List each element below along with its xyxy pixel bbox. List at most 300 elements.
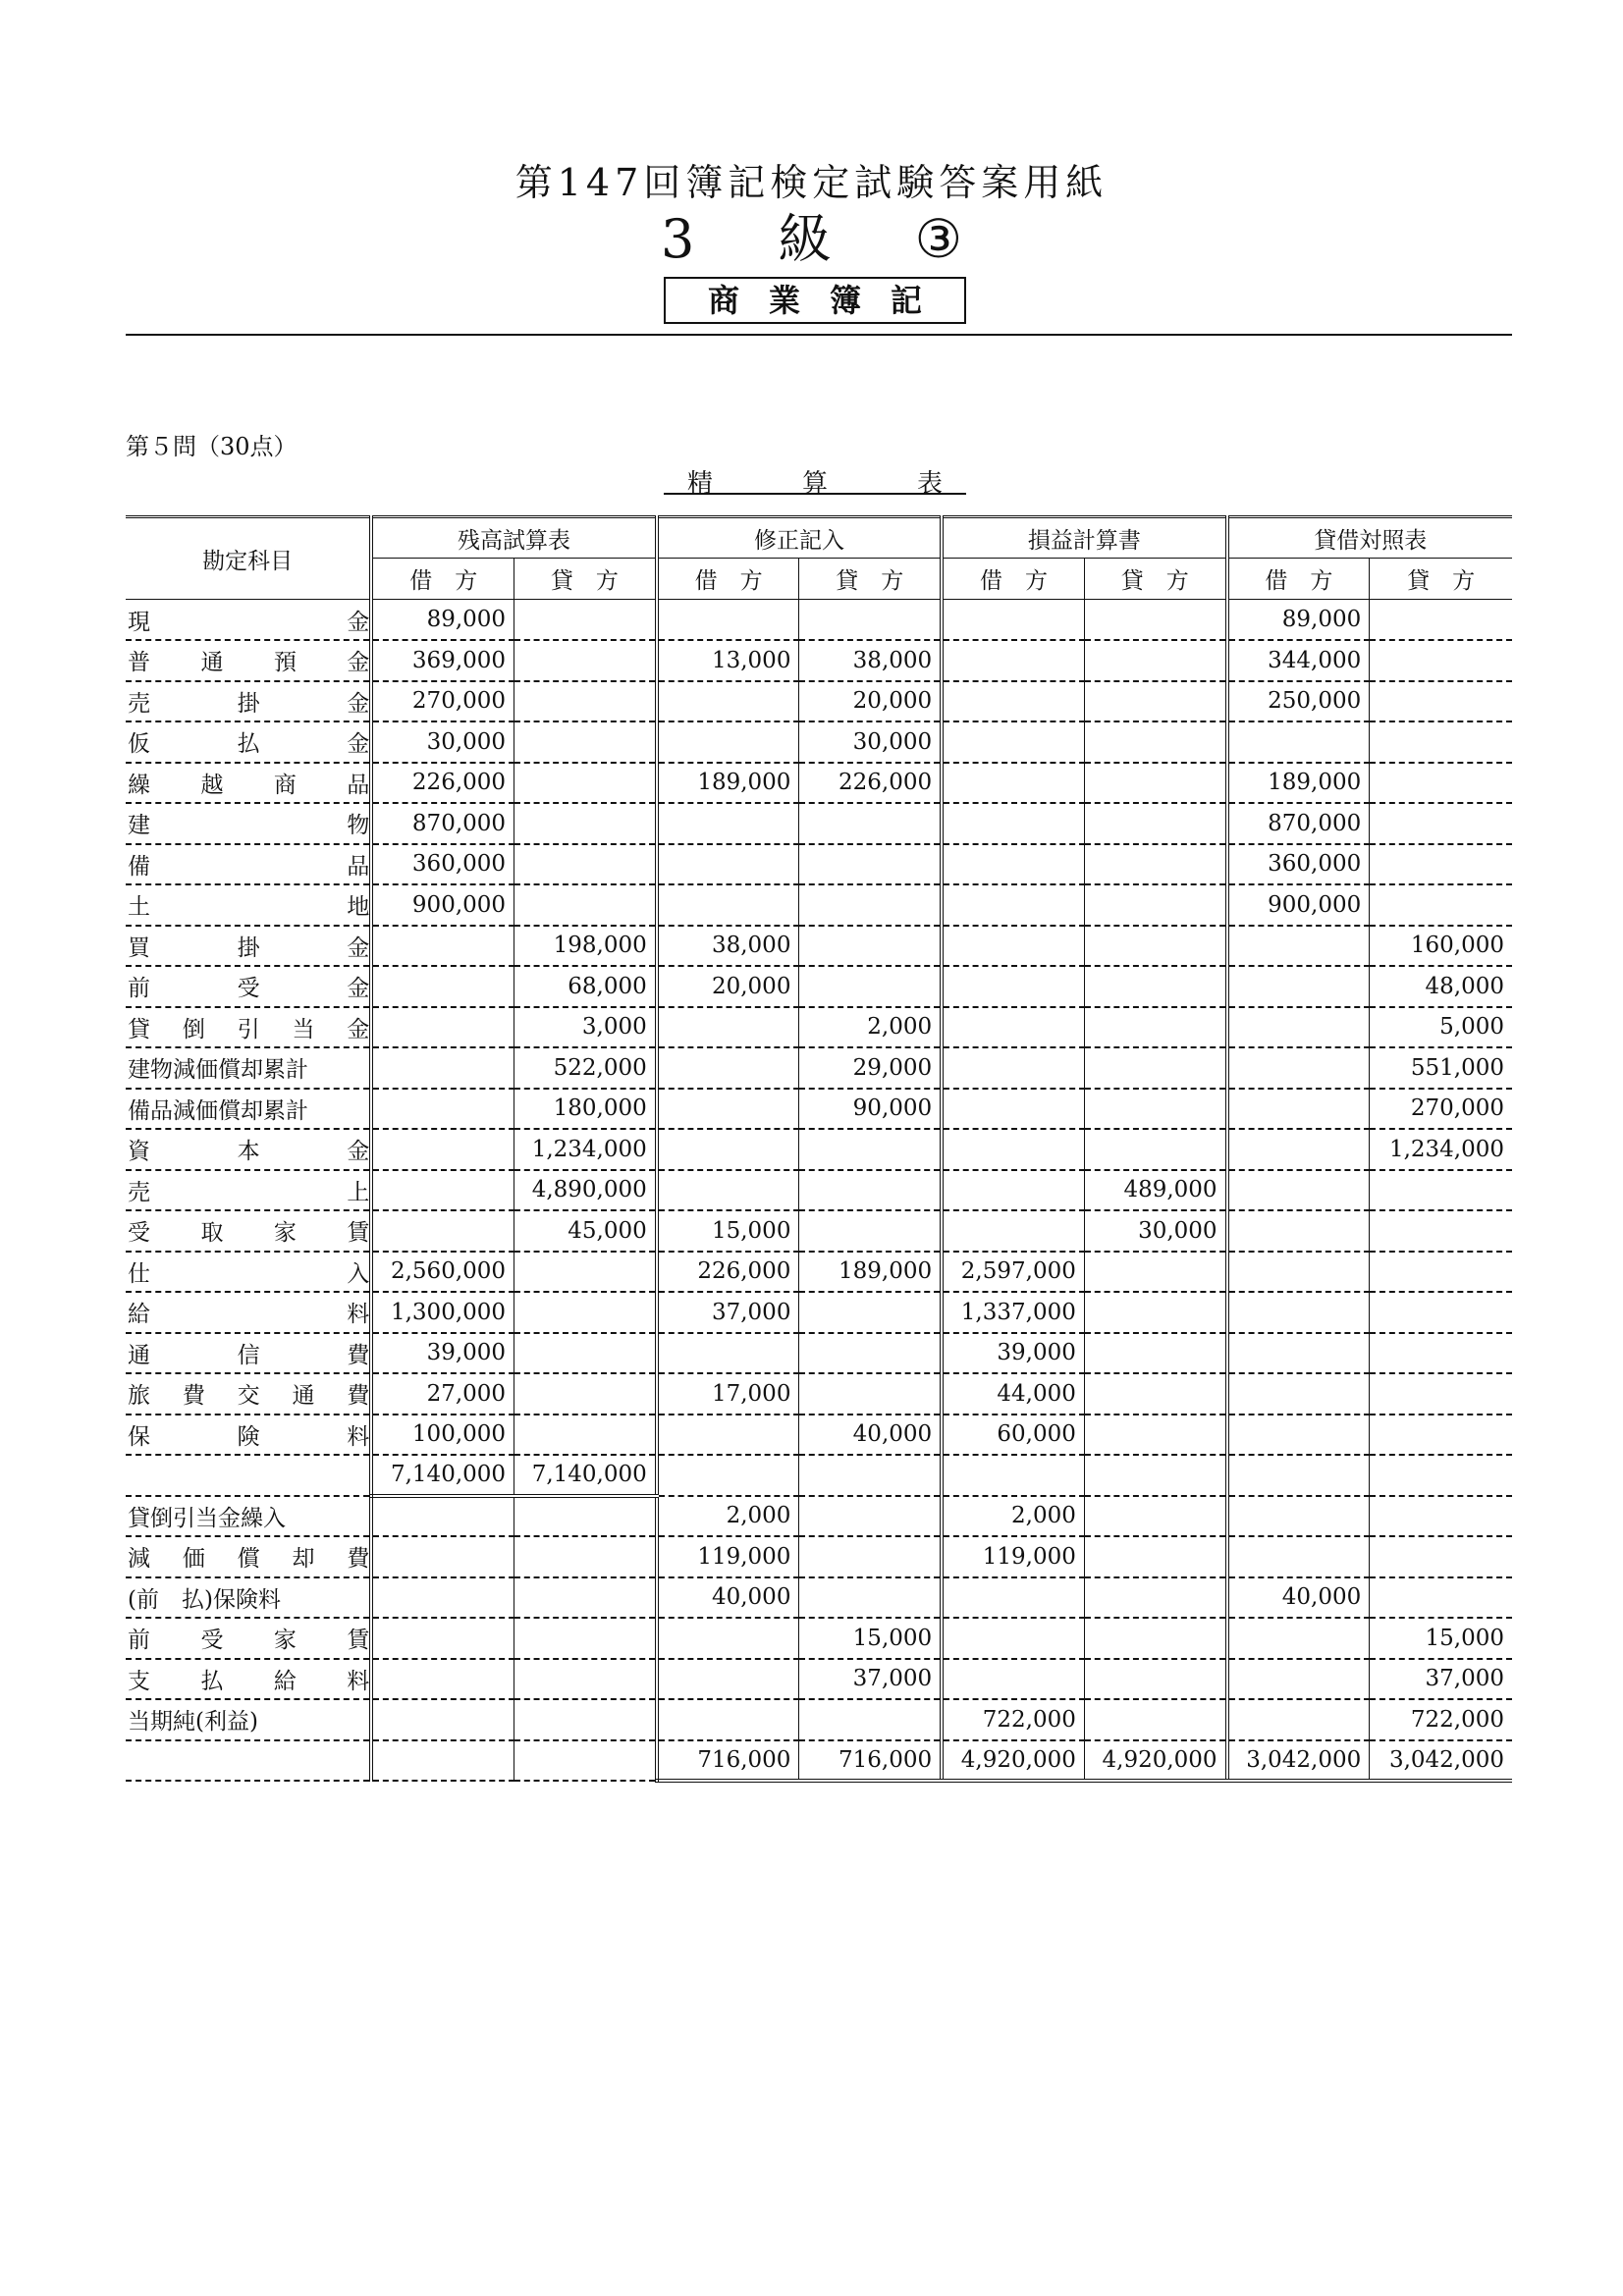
amount-cell: 360,000: [1227, 844, 1370, 885]
amount-cell: 89,000: [1227, 600, 1370, 641]
amount-cell: [942, 803, 1084, 844]
amount-cell: [1370, 1415, 1512, 1456]
amount-cell: [1227, 1699, 1370, 1740]
amount-cell: [799, 1129, 942, 1170]
amount-cell: [371, 1210, 514, 1252]
debit-header: 借 方: [1227, 559, 1370, 600]
amount-cell: 1,234,000: [514, 1129, 657, 1170]
amount-cell: [1370, 721, 1512, 763]
amount-cell: [1084, 1047, 1226, 1089]
amount-cell: 250,000: [1227, 681, 1370, 722]
amount-cell: [1084, 1129, 1226, 1170]
amount-cell: 13,000: [657, 640, 799, 681]
amount-cell: 39,000: [942, 1333, 1084, 1374]
amount-cell: [371, 1089, 514, 1130]
amount-cell: [371, 1007, 514, 1048]
amount-cell: [514, 640, 657, 681]
amount-cell: [799, 1577, 942, 1619]
amount-cell: 30,000: [799, 721, 942, 763]
account-name: 資 本 金: [126, 1129, 371, 1170]
amount-cell: 716,000: [657, 1740, 799, 1782]
amount-cell: 344,000: [1227, 640, 1370, 681]
amount-cell: [657, 803, 799, 844]
amount-cell: [1084, 1333, 1226, 1374]
amount-cell: [371, 1618, 514, 1659]
amount-cell: [942, 1577, 1084, 1619]
amount-cell: 7,140,000: [371, 1455, 514, 1496]
amount-cell: 2,560,000: [371, 1252, 514, 1293]
amount-cell: [799, 1699, 942, 1740]
amount-cell: [799, 926, 942, 967]
group-header-adjustments: 修正記入: [657, 517, 942, 559]
worksheet-row: [126, 966, 1512, 1007]
amount-cell: [514, 1740, 657, 1782]
amount-cell: [1370, 1496, 1512, 1537]
amount-cell: [657, 1333, 799, 1374]
amount-cell: [514, 1577, 657, 1619]
amount-cell: 90,000: [799, 1089, 942, 1130]
amount-cell: 2,000: [942, 1496, 1084, 1537]
amount-cell: [1227, 1455, 1370, 1496]
amount-cell: 38,000: [799, 640, 942, 681]
amount-cell: 68,000: [514, 966, 657, 1007]
account-name: [126, 1740, 371, 1782]
account-name: 仮 払 金: [126, 721, 371, 763]
worksheet-row: [126, 1170, 1512, 1211]
amount-cell: [514, 1699, 657, 1740]
amount-cell: [942, 1170, 1084, 1211]
worksheet-row: [126, 1373, 1512, 1415]
amount-cell: [1227, 1292, 1370, 1333]
exam-title: 第147回簿記検定試験答案用紙: [514, 161, 1109, 204]
amount-cell: 1,337,000: [942, 1292, 1084, 1333]
amount-cell: 17,000: [657, 1373, 799, 1415]
amount-cell: [1084, 640, 1226, 681]
amount-cell: [1084, 1455, 1226, 1496]
amount-cell: [1084, 1292, 1226, 1333]
amount-cell: [1227, 1210, 1370, 1252]
question-label: 第５問（30点）: [126, 433, 298, 460]
amount-cell: 716,000: [799, 1740, 942, 1782]
account-name: 旅 費 交 通 費: [126, 1373, 371, 1415]
amount-cell: [799, 884, 942, 926]
amount-cell: [514, 1659, 657, 1700]
amount-cell: [1084, 966, 1226, 1007]
amount-cell: 37,000: [657, 1292, 799, 1333]
amount-cell: [942, 1455, 1084, 1496]
amount-cell: 522,000: [514, 1047, 657, 1089]
worksheet-row: [126, 681, 1512, 722]
worksheet-row: [126, 1047, 1512, 1089]
account-name: 受 取 家 賃: [126, 1210, 371, 1252]
amount-cell: [942, 1007, 1084, 1048]
amount-cell: [799, 1496, 942, 1537]
worksheet-row: [126, 763, 1512, 804]
amount-cell: 30,000: [1084, 1210, 1226, 1252]
amount-cell: [514, 1415, 657, 1456]
account-name: 売 上: [126, 1170, 371, 1211]
amount-cell: [657, 1415, 799, 1456]
account-name: 備 品: [126, 844, 371, 885]
amount-cell: 4,920,000: [942, 1740, 1084, 1782]
amount-cell: 7,140,000: [514, 1455, 657, 1496]
account-name: 仕 入: [126, 1252, 371, 1293]
amount-cell: [1084, 1373, 1226, 1415]
amount-cell: 30,000: [371, 721, 514, 763]
amount-cell: [942, 600, 1084, 641]
account-name: 減 価 償 却 費: [126, 1536, 371, 1577]
amount-cell: 60,000: [942, 1415, 1084, 1456]
account-header: 勘定科目: [126, 517, 371, 600]
worksheet-table: [126, 515, 1512, 1783]
account-name: 売 掛 金: [126, 681, 371, 722]
amount-cell: [1227, 966, 1370, 1007]
amount-cell: [1370, 640, 1512, 681]
amount-cell: 40,000: [1227, 1577, 1370, 1619]
amount-cell: 15,000: [799, 1618, 942, 1659]
account-name: 通 信 費: [126, 1333, 371, 1374]
worksheet-row: [126, 1129, 1512, 1170]
account-name: 前 受 家 賃: [126, 1618, 371, 1659]
amount-cell: 15,000: [657, 1210, 799, 1252]
amount-cell: [657, 884, 799, 926]
amount-cell: [942, 640, 1084, 681]
account-name: 買 掛 金: [126, 926, 371, 967]
amount-cell: [942, 844, 1084, 885]
amount-cell: [514, 1496, 657, 1537]
amount-cell: 369,000: [371, 640, 514, 681]
worksheet-row: [126, 844, 1512, 885]
amount-cell: [657, 1007, 799, 1048]
amount-cell: [1084, 1577, 1226, 1619]
group-header-income-statement: 損益計算書: [942, 517, 1226, 559]
amount-cell: [942, 926, 1084, 967]
amount-cell: [657, 600, 799, 641]
trial-balance-total-row: [126, 1455, 1512, 1496]
amount-cell: [942, 966, 1084, 1007]
worksheet-title-char: 精: [687, 469, 714, 499]
worksheet-row: [126, 1415, 1512, 1456]
amount-cell: [371, 1659, 514, 1700]
amount-cell: 3,042,000: [1227, 1740, 1370, 1782]
amount-cell: [942, 884, 1084, 926]
amount-cell: [1084, 1496, 1226, 1537]
amount-cell: [371, 1129, 514, 1170]
amount-cell: [1084, 803, 1226, 844]
account-name: 保 険 料: [126, 1415, 371, 1456]
amount-cell: 4,920,000: [1084, 1740, 1226, 1782]
account-name: 給 料: [126, 1292, 371, 1333]
amount-cell: [657, 721, 799, 763]
amount-cell: [1084, 884, 1226, 926]
account-name: 支 払 給 料: [126, 1659, 371, 1700]
debit-header: 借 方: [657, 559, 799, 600]
amount-cell: [1084, 1089, 1226, 1130]
amount-cell: [1370, 1536, 1512, 1577]
amount-cell: [942, 763, 1084, 804]
amount-cell: 198,000: [514, 926, 657, 967]
amount-cell: [799, 1170, 942, 1211]
amount-cell: [1227, 1047, 1370, 1089]
amount-cell: [1227, 1170, 1370, 1211]
account-name: 貸倒引当金繰入: [126, 1496, 371, 1537]
amount-cell: [1084, 600, 1226, 641]
amount-cell: [657, 681, 799, 722]
account-name: 当期純(利益): [126, 1699, 371, 1740]
worksheet-row: [126, 1252, 1512, 1293]
account-name: 土 地: [126, 884, 371, 926]
worksheet-row: [126, 600, 1512, 641]
amount-cell: [1370, 1170, 1512, 1211]
credit-header: 貸 方: [799, 559, 942, 600]
amount-cell: [1370, 1373, 1512, 1415]
amount-cell: 20,000: [657, 966, 799, 1007]
amount-cell: 270,000: [1370, 1089, 1512, 1130]
amount-cell: [371, 1740, 514, 1782]
account-name: 建 物: [126, 803, 371, 844]
amount-cell: [942, 1618, 1084, 1659]
worksheet-title: [664, 463, 966, 499]
group-header-trial-balance: 残高試算表: [371, 517, 656, 559]
amount-cell: 189,000: [657, 763, 799, 804]
amount-cell: [514, 803, 657, 844]
amount-cell: 189,000: [1227, 763, 1370, 804]
amount-cell: 40,000: [657, 1577, 799, 1619]
amount-cell: [1084, 1415, 1226, 1456]
amount-cell: 119,000: [942, 1536, 1084, 1577]
amount-cell: [657, 1089, 799, 1130]
amount-cell: [799, 1536, 942, 1577]
amount-cell: [371, 926, 514, 967]
worksheet-row: [126, 803, 1512, 844]
worksheet-row: [126, 1659, 1512, 1700]
worksheet-row: [126, 1618, 1512, 1659]
amount-cell: [1084, 1699, 1226, 1740]
amount-cell: [1084, 926, 1226, 967]
amount-cell: [1370, 1292, 1512, 1333]
amount-cell: [799, 966, 942, 1007]
worksheet-row: [126, 1496, 1512, 1537]
amount-cell: 180,000: [514, 1089, 657, 1130]
amount-cell: [942, 721, 1084, 763]
worksheet-row: [126, 1536, 1512, 1577]
amount-cell: 38,000: [657, 926, 799, 967]
amount-cell: [657, 1455, 799, 1496]
header-rule: [126, 334, 1512, 336]
account-name: 普 通 預 金: [126, 640, 371, 681]
group-header-balance-sheet: 貸借対照表: [1227, 517, 1512, 559]
amount-cell: [1370, 1252, 1512, 1293]
amount-cell: [514, 1292, 657, 1333]
amount-cell: 2,000: [799, 1007, 942, 1048]
amount-cell: 226,000: [371, 763, 514, 804]
worksheet-row: [126, 1089, 1512, 1130]
amount-cell: [1227, 721, 1370, 763]
amount-cell: 189,000: [799, 1252, 942, 1293]
amount-cell: 4,890,000: [514, 1170, 657, 1211]
worksheet-row: [126, 1699, 1512, 1740]
account-name: 備品減価償却累計: [126, 1089, 371, 1130]
worksheet-row: [126, 640, 1512, 681]
amount-cell: [942, 1089, 1084, 1130]
worksheet-row: [126, 1333, 1512, 1374]
worksheet-row: [126, 1292, 1512, 1333]
amount-cell: 29,000: [799, 1047, 942, 1089]
amount-cell: [799, 844, 942, 885]
amount-cell: [1370, 1577, 1512, 1619]
credit-header: 貸 方: [1084, 559, 1226, 600]
amount-cell: [799, 1373, 942, 1415]
amount-cell: [514, 1373, 657, 1415]
amount-cell: [799, 803, 942, 844]
amount-cell: [1370, 763, 1512, 804]
amount-cell: [942, 1129, 1084, 1170]
amount-cell: 870,000: [1227, 803, 1370, 844]
amount-cell: [1227, 1129, 1370, 1170]
amount-cell: 3,000: [514, 1007, 657, 1048]
account-name: 繰 越 商 品: [126, 763, 371, 804]
amount-cell: [371, 1047, 514, 1089]
amount-cell: [1084, 1536, 1226, 1577]
amount-cell: 900,000: [1227, 884, 1370, 926]
amount-cell: 89,000: [371, 600, 514, 641]
amount-cell: 45,000: [514, 1210, 657, 1252]
amount-cell: [1370, 844, 1512, 885]
amount-cell: 44,000: [942, 1373, 1084, 1415]
amount-cell: 100,000: [371, 1415, 514, 1456]
amount-cell: [514, 721, 657, 763]
amount-cell: [1084, 1007, 1226, 1048]
worksheet-row: [126, 721, 1512, 763]
worksheet-title-char: 算: [801, 469, 828, 499]
account-name: 貸 倒 引 当 金: [126, 1007, 371, 1048]
amount-cell: [1370, 600, 1512, 641]
amount-cell: [799, 1292, 942, 1333]
amount-cell: 1,234,000: [1370, 1129, 1512, 1170]
amount-cell: [942, 1210, 1084, 1252]
account-name: 現 金: [126, 600, 371, 641]
amount-cell: 270,000: [371, 681, 514, 722]
amount-cell: [1227, 1333, 1370, 1374]
amount-cell: [1084, 1252, 1226, 1293]
subject-box: 商業簿記: [664, 277, 966, 324]
amount-cell: [942, 1047, 1084, 1089]
amount-cell: [1227, 926, 1370, 967]
account-name: (前 払)保険料: [126, 1577, 371, 1619]
amount-cell: [657, 1170, 799, 1211]
amount-cell: [657, 1129, 799, 1170]
amount-cell: [514, 1333, 657, 1374]
amount-cell: [514, 844, 657, 885]
amount-cell: 160,000: [1370, 926, 1512, 967]
amount-cell: [1370, 1333, 1512, 1374]
debit-header: 借 方: [942, 559, 1084, 600]
grade-circle-number: ③: [914, 208, 963, 270]
debit-header: 借 方: [371, 559, 514, 600]
amount-cell: [371, 1699, 514, 1740]
amount-cell: [371, 1496, 514, 1537]
amount-cell: [514, 763, 657, 804]
amount-cell: [1370, 803, 1512, 844]
account-name: [126, 1455, 371, 1496]
credit-header: 貸 方: [514, 559, 657, 600]
amount-cell: [1227, 1659, 1370, 1700]
amount-cell: 226,000: [657, 1252, 799, 1293]
grade-line: [0, 210, 1623, 269]
amount-cell: [1084, 681, 1226, 722]
amount-cell: [799, 600, 942, 641]
amount-cell: [1084, 1659, 1226, 1700]
worksheet-row: [126, 1007, 1512, 1048]
amount-cell: 226,000: [799, 763, 942, 804]
amount-cell: [1084, 1618, 1226, 1659]
amount-cell: [1227, 1007, 1370, 1048]
amount-cell: [1370, 681, 1512, 722]
amount-cell: [371, 1536, 514, 1577]
amount-cell: [657, 1659, 799, 1700]
amount-cell: [1084, 844, 1226, 885]
amount-cell: 1,300,000: [371, 1292, 514, 1333]
worksheet-row: [126, 926, 1512, 967]
amount-cell: 722,000: [942, 1699, 1084, 1740]
amount-cell: [371, 1170, 514, 1211]
amount-cell: 39,000: [371, 1333, 514, 1374]
amount-cell: 48,000: [1370, 966, 1512, 1007]
grand-total-row: [126, 1740, 1512, 1782]
amount-cell: [514, 600, 657, 641]
worksheet-row: [126, 884, 1512, 926]
amount-cell: [799, 1455, 942, 1496]
amount-cell: 37,000: [799, 1659, 942, 1700]
amount-cell: [1227, 1415, 1370, 1456]
amount-cell: 551,000: [1370, 1047, 1512, 1089]
account-name: 建物減価償却累計: [126, 1047, 371, 1089]
amount-cell: 722,000: [1370, 1699, 1512, 1740]
amount-cell: 15,000: [1370, 1618, 1512, 1659]
amount-cell: [371, 1577, 514, 1619]
amount-cell: 20,000: [799, 681, 942, 722]
amount-cell: [514, 1618, 657, 1659]
amount-cell: 870,000: [371, 803, 514, 844]
amount-cell: [1227, 1536, 1370, 1577]
worksheet-row: [126, 1577, 1512, 1619]
amount-cell: 40,000: [799, 1415, 942, 1456]
amount-cell: [657, 1618, 799, 1659]
amount-cell: 2,597,000: [942, 1252, 1084, 1293]
worksheet-row: [126, 1210, 1512, 1252]
grade-number: 3: [660, 208, 695, 270]
amount-cell: [1227, 1089, 1370, 1130]
amount-cell: [942, 681, 1084, 722]
credit-header: 貸 方: [1370, 559, 1512, 600]
amount-cell: 37,000: [1370, 1659, 1512, 1700]
account-name: 前 受 金: [126, 966, 371, 1007]
amount-cell: [514, 1536, 657, 1577]
amount-cell: [514, 884, 657, 926]
amount-cell: [1370, 1455, 1512, 1496]
amount-cell: [371, 966, 514, 1007]
amount-cell: [514, 681, 657, 722]
amount-cell: [799, 1333, 942, 1374]
amount-cell: 900,000: [371, 884, 514, 926]
amount-cell: [942, 1659, 1084, 1700]
amount-cell: 27,000: [371, 1373, 514, 1415]
amount-cell: 489,000: [1084, 1170, 1226, 1211]
amount-cell: 5,000: [1370, 1007, 1512, 1048]
worksheet-title-char: 表: [916, 469, 943, 499]
amount-cell: [1227, 1618, 1370, 1659]
amount-cell: 119,000: [657, 1536, 799, 1577]
